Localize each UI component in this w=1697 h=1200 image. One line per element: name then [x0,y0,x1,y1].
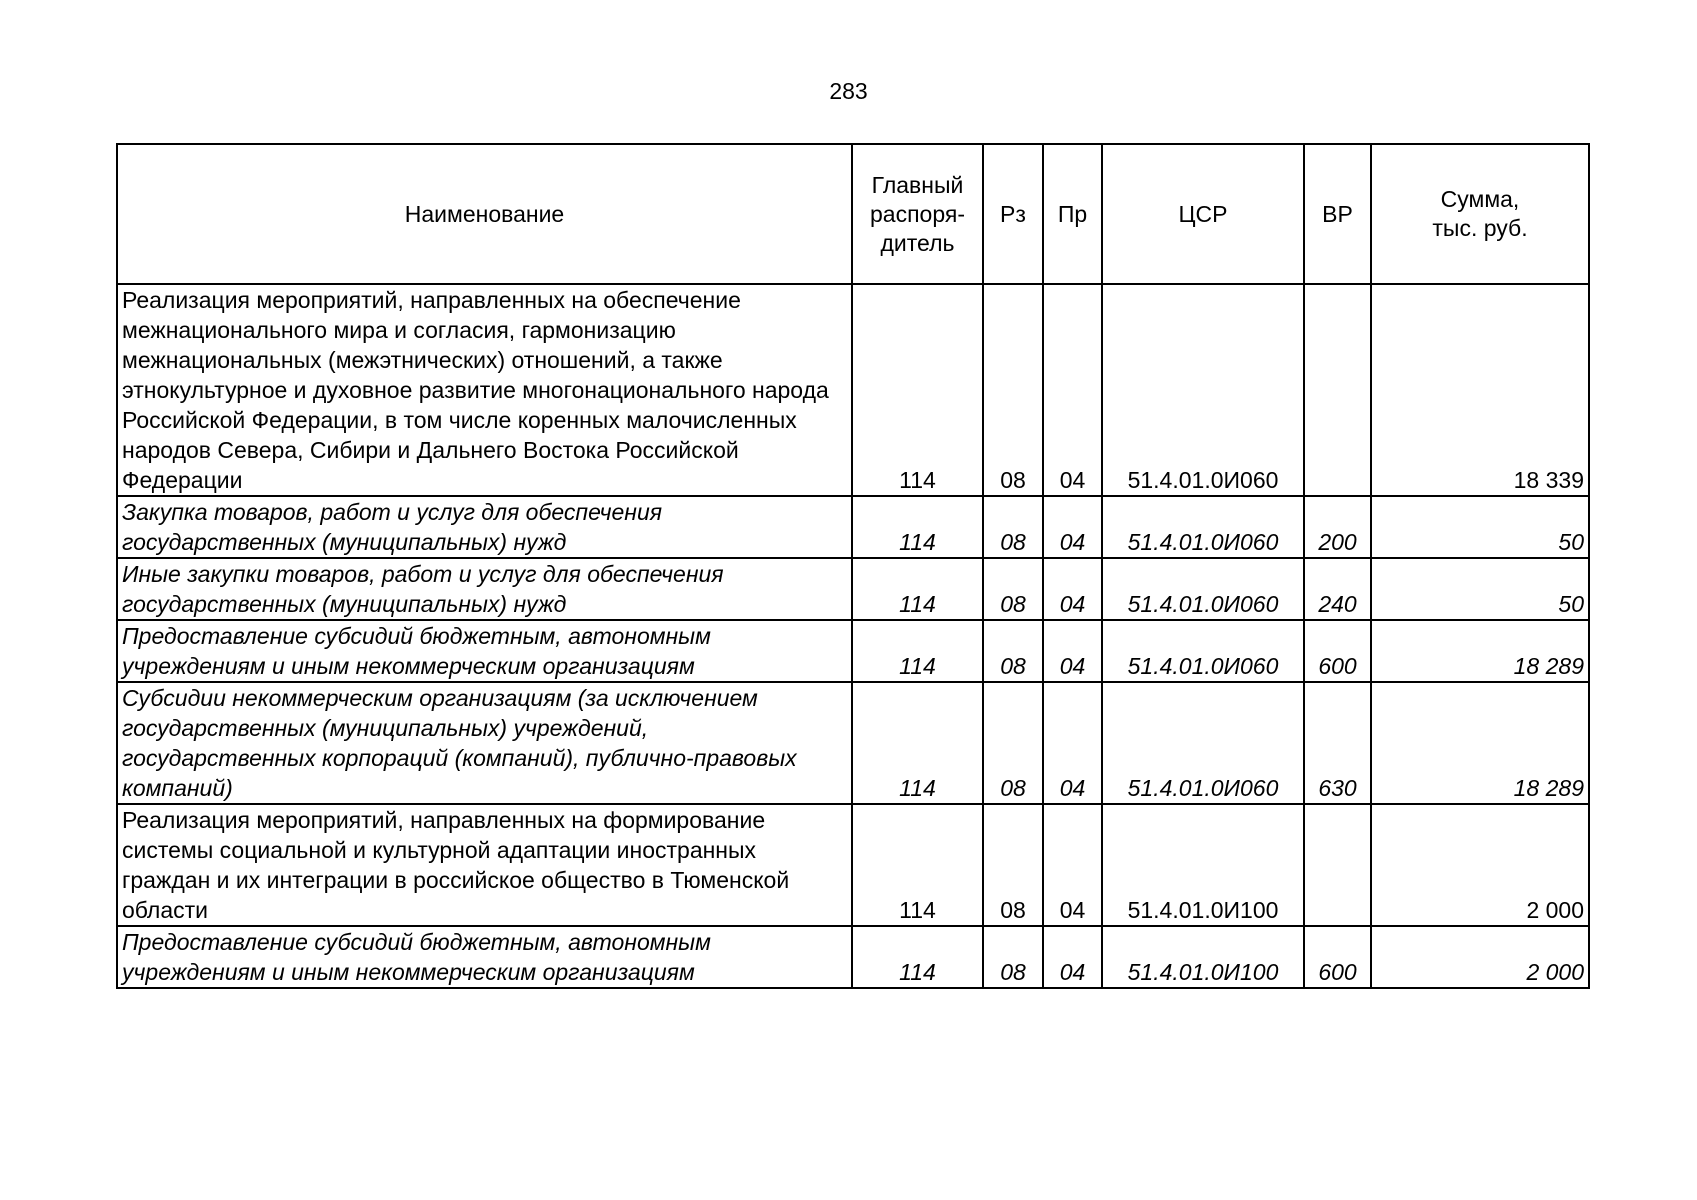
row-sum: 18 289 [1371,682,1589,804]
row-name: Реализация мероприятий, направленных на обеспечение межнационального мира и согласия, гармонизацию межнациональных (межэтнических) отношений, а также этнокультурное и духовное развитие многонационального народа Российской Федерации, в том числе коренных малочисленных народов Севера, Сибири и Дальнего Востока Российской Федерации [117,284,852,496]
row-rz: 08 [983,682,1043,804]
row-vr [1304,284,1371,496]
row-pr: 04 [1043,926,1102,988]
table-row [117,558,1589,620]
row-rz: 08 [983,496,1043,558]
row-main: 114 [852,496,983,558]
row-main: 114 [852,620,983,682]
row-csr: 51.4.01.0И060 [1102,284,1304,496]
row-rz: 08 [983,284,1043,496]
row-sum: 50 [1371,558,1589,620]
header-csr: ЦСР [1102,144,1304,284]
row-sum: 50 [1371,496,1589,558]
row-name: Предоставление субсидий бюджетным, автономным учреждениям и иным некоммерческим организациям [117,620,852,682]
table-row [117,620,1589,682]
row-main: 114 [852,926,983,988]
row-rz: 08 [983,558,1043,620]
row-rz: 08 [983,804,1043,926]
row-main: 114 [852,284,983,496]
header-main-line1: Главный [871,171,964,198]
row-name: Закупка товаров, работ и услуг для обеспечения государственных (муниципальных) нужд [117,496,852,558]
row-vr: 630 [1304,682,1371,804]
row-csr: 51.4.01.0И060 [1102,620,1304,682]
row-name: Иные закупки товаров, работ и услуг для обеспечения государственных (муниципальных) нужд [117,558,852,620]
row-sum: 18 339 [1371,284,1589,496]
row-main: 114 [852,682,983,804]
header-sum [1371,144,1589,284]
header-main-line2: распоря- [870,200,965,227]
header-name: Наименование [117,144,852,284]
row-name: Реализация мероприятий, направленных на формирование системы социальной и культурной адаптации иностранных граждан и их интеграции в российское общество в Тюменской области [117,804,852,926]
row-vr: 600 [1304,620,1371,682]
row-pr: 04 [1043,496,1102,558]
row-csr: 51.4.01.0И060 [1102,558,1304,620]
row-sum: 2 000 [1371,804,1589,926]
row-vr: 240 [1304,558,1371,620]
row-sum: 18 289 [1371,620,1589,682]
table-row [117,284,1589,496]
row-pr: 04 [1043,620,1102,682]
row-pr: 04 [1043,558,1102,620]
row-vr [1304,804,1371,926]
header-sum-line2: тыс. руб. [1432,215,1528,241]
row-main: 114 [852,804,983,926]
table-row [117,926,1589,988]
page-number: 283 [829,78,868,104]
row-vr: 600 [1304,926,1371,988]
row-main: 114 [852,558,983,620]
table-row [117,496,1589,558]
row-sum: 2 000 [1371,926,1589,988]
row-vr: 200 [1304,496,1371,558]
table-row [117,682,1589,804]
row-csr: 51.4.01.0И060 [1102,496,1304,558]
header-rz: Рз [983,144,1043,284]
table-header-row [117,144,1589,284]
row-rz: 08 [983,926,1043,988]
row-pr: 04 [1043,804,1102,926]
row-name: Субсидии некоммерческим организациям (за исключением государственных (муниципальных) учреждений, государственных корпораций (компаний), публично-правовых компаний) [117,682,852,804]
budget-table [116,143,1590,989]
row-name: Предоставление субсидий бюджетным, автономным учреждениям и иным некоммерческим организациям [117,926,852,988]
row-pr: 04 [1043,284,1102,496]
row-pr: 04 [1043,682,1102,804]
row-csr: 51.4.01.0И100 [1102,926,1304,988]
row-rz: 08 [983,620,1043,682]
header-vr: ВР [1304,144,1371,284]
row-csr: 51.4.01.0И060 [1102,682,1304,804]
header-main-manager [852,144,983,284]
header-pr: Пр [1043,144,1102,284]
header-sum-line1: Сумма, [1440,186,1520,212]
header-main-line3: дитель [880,229,955,256]
table-row [117,804,1589,926]
row-csr: 51.4.01.0И100 [1102,804,1304,926]
